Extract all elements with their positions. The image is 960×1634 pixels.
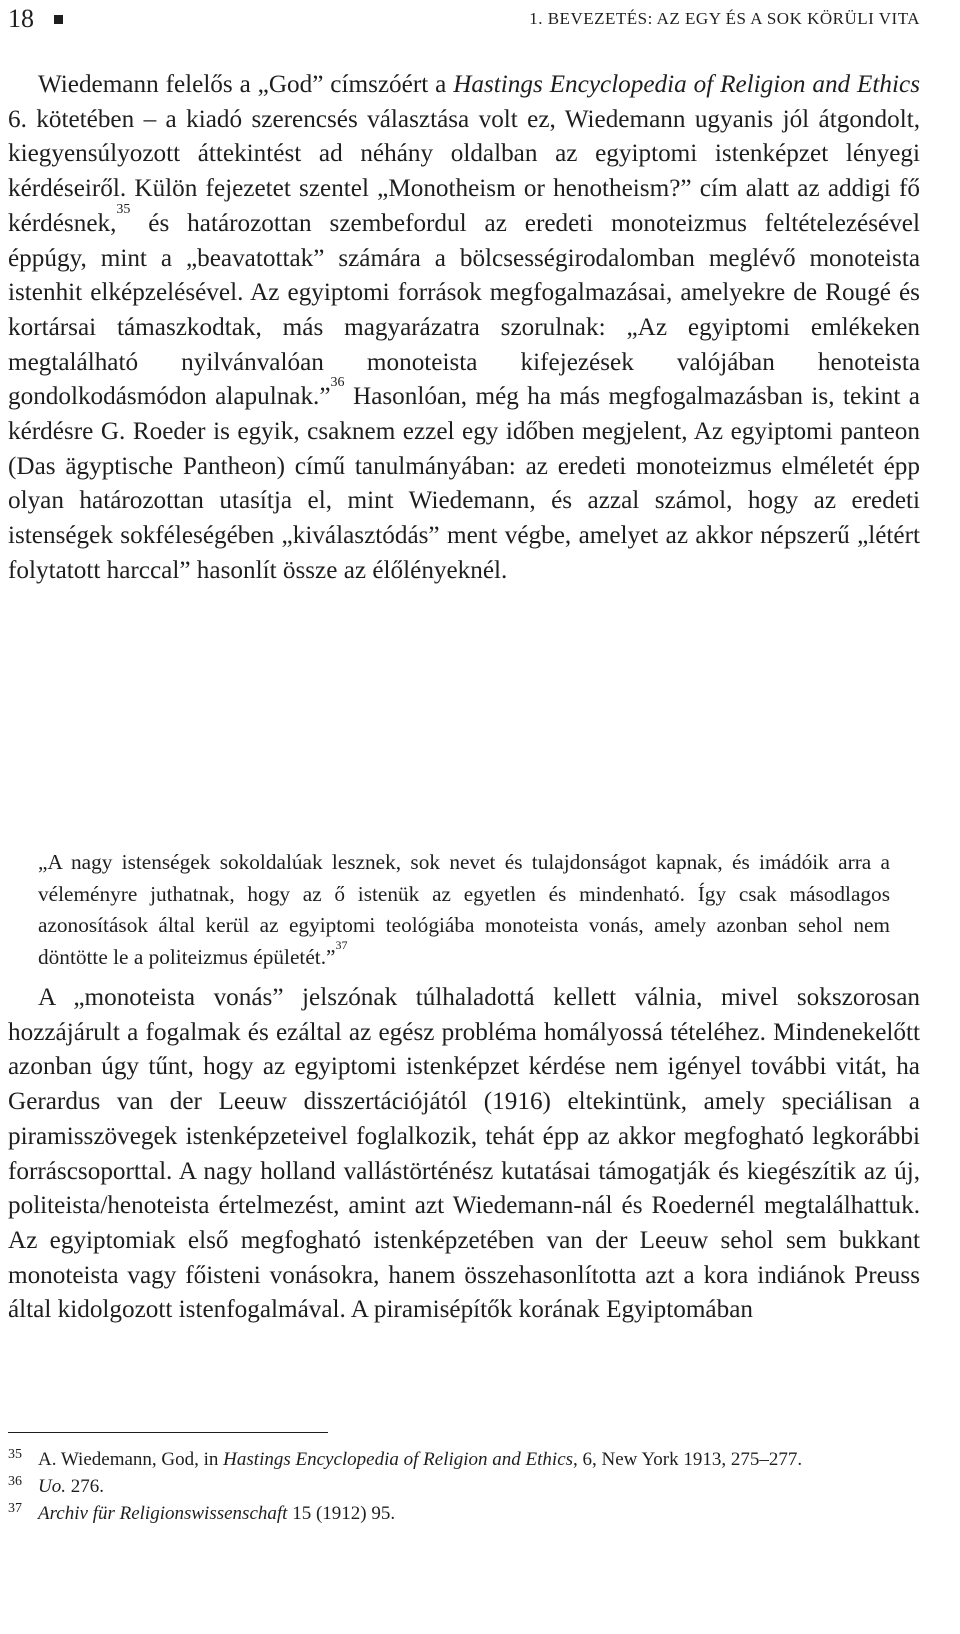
footnote-italic: Uo.	[38, 1476, 66, 1497]
footnote-text: 15 (1912) 95.	[287, 1503, 396, 1524]
footnote-text: 276.	[65, 1476, 104, 1497]
para1-text-1: Wiedemann felelős a „God” címszóért a	[38, 71, 454, 98]
footnote-36	[8, 1473, 920, 1500]
para1-text-2: 6. kötetében – a kiadó szerencsés választása volt ez, Wiedemann ugyanis jól átgondolt, kiegyensúlyozott áttekintést ad néhány oldalban az egyiptomi istenképzet lényegi kérdéseiről. Külön fejezetet szentel „Monotheism or henotheism?” cím alatt az addigi fő kérdésnek,	[8, 105, 920, 237]
para2-text: A „monoteista vonás” jelszónak túlhaladottá kellett válnia, mivel sokszorosan hozzájárult a fogalmak és ezáltal az egész probléma homályossá tételéhez. Mindenekelőtt azonban úgy tűnt, hogy az egyiptomi istenképzet kérdése nem igényel további vitát, ha Gerardus van der Leeuw disszertációjától (1916) eltekintünk, amely speciálisan a piramisszövegek istenképzeteivel foglalkozik, tehát épp az akkor megfogható legkorábbi forráscsoporttal. A nagy holland vallástörténész kutatásai támogatják és kiegészítik az új, politeista/henoteista értelmezést, amint azt Wiedemann-nál és Roedernél megtalálhattuk. Az egyiptomiak első megfogható istenképzetében van der Leeuw sehol sem bukkant monoteista vagy főisteni vonásokra, hanem összehasonlította azt a kora indiánok Preuss által kidolgozott istenfogalmával. A piramisépítők korának Egyiptomában	[8, 984, 920, 1324]
body-paragraph-2	[8, 981, 920, 1328]
footnote-divider	[8, 1432, 328, 1433]
block-quote	[38, 847, 890, 973]
footnote-number: 36	[8, 1474, 22, 1489]
footnote-number: 35	[8, 1447, 22, 1462]
footnote-text: , 6, New York 1913, 275–277.	[573, 1449, 803, 1470]
footnote-ref-36[interactable]: 36	[330, 375, 345, 391]
footnote-number: 37	[8, 1501, 22, 1516]
footnote-ref-35[interactable]: 35	[116, 201, 131, 217]
footnote-35	[8, 1446, 920, 1473]
page-header	[8, 4, 920, 34]
para1-text-3: és határozottan szembefordul az eredeti monoteizmus feltételezésével éppúgy, mint a „beavatottak” számára a bölcsességirodalomban meglévő monoteista istenhit elképzelésével. Az egyiptomi források megfogalmazásai, amelyekre de Rougé és kortársai támaszkodtak, más magyarázatra szorulnak: „Az egyiptomi emlékeken megtalálható nyilvánvalóan monoteista kifejezések valójában henoteista gondolkodásmódon alapulnak.”	[8, 209, 920, 411]
para1-italic-title: Hastings Encyclopedia of Religion and Ethics	[453, 71, 920, 98]
footnote-ref-37[interactable]: 37	[335, 937, 348, 952]
square-bullet-icon	[54, 15, 63, 24]
footnote-37	[8, 1500, 920, 1527]
quote-text: „A nagy istenségek sokoldalúak lesznek, sok nevet és tulajdonságot kapnak, és imádóik arra a véleményre juthatnak, hogy az ő istenük az egyetlen és mindenható. Így csak másodlagos azonosítások által kerül az egyiptomi teológiába monoteista vonás, amely azonban sehol nem döntötte le a politeizmus épületét.”	[38, 850, 890, 969]
footnote-text: A. Wiedemann, God, in	[38, 1449, 224, 1470]
footnote-italic: Archiv für Religionswissenschaft	[38, 1503, 288, 1524]
page-number: 18	[8, 4, 34, 33]
running-head: 1. BEVEZETÉS: AZ EGY ÉS A SOK KÖRÜLI VITA	[529, 9, 920, 28]
para1-text-4: Hasonlóan, még ha más megfogalmazásban is, tekint a kérdésre G. Roeder is egyik, csaknem ezzel egy időben megjelent, Az egyiptomi panteon (Das ägyptische Pantheon) című tanulmányában: az eredeti monoteizmus elméletét épp olyan határozottan utasítja el, mint Wiedemann, és azzal számol, hogy az eredeti istenségek sokféleségében „kiválasztódás” ment végbe, amelyet az akkor népszerű „létért folytatott harccal” hasonlít össze az élőlényeknél.	[8, 383, 920, 584]
body-paragraph-1	[8, 68, 920, 589]
footnotes	[8, 1446, 920, 1527]
footnote-italic: Hastings Encyclopedia of Religion and Ethics	[223, 1449, 574, 1470]
